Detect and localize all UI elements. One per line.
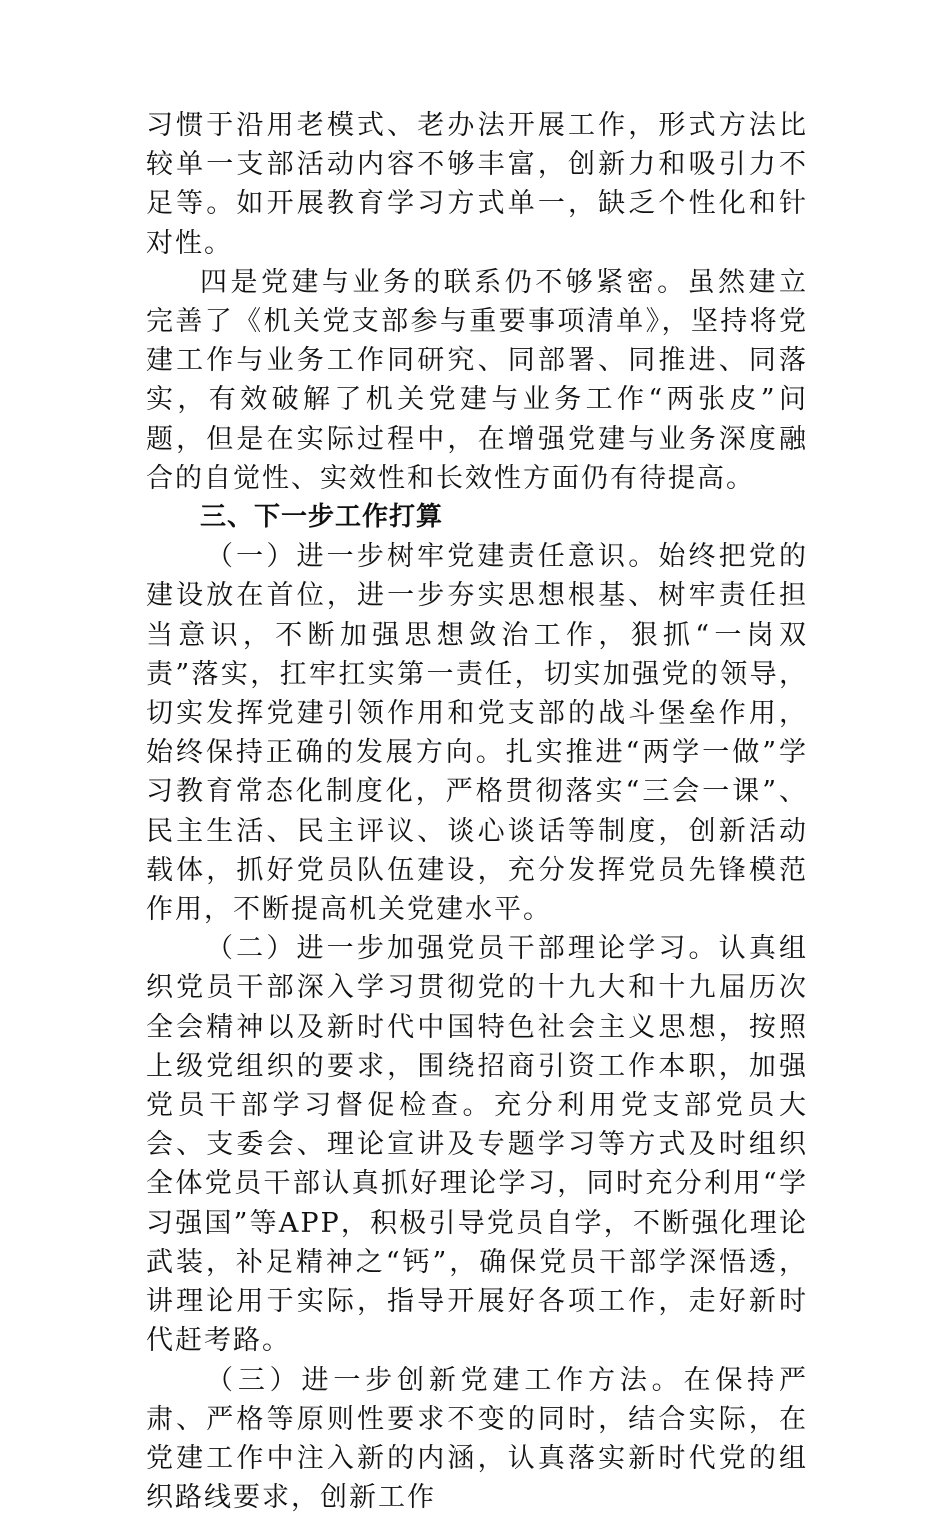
- paragraph-continuation: 习惯于沿用老模式、老办法开展工作，形式方法比较单一支部活动内容不够丰富，创新力和吸引力不足等。如开展教育学习方式单一，缺乏个性化和针对性。: [146, 106, 808, 263]
- document-body: [146, 106, 808, 1517]
- paragraph-plan-three: （三）进一步创新党建工作方法。在保持严肃、严格等原则性要求不变的同时，结合实际，在党建工作中注入新的内涵，认真落实新时代党的组织路线要求，创新工作: [146, 1361, 808, 1517]
- paragraph-plan-one: （一）进一步树牢党建责任意识。始终把党的建设放在首位，进一步夯实思想根基、树牢责任担当意识，不断加强思想敛治工作，狠抓“一岗双责”落实，扛牢扛实第一责任，切实加强党的领导，切实发挥党建引领作用和党支部的战斗堡垒作用，始终保持正确的发展方向。扎实推进“两学一做”学习教育常态化制度化，严格贯彻落实“三会一课”、民主生活、民主评议、谈心谈话等制度，创新活动载体，抓好党员队伍建设，充分发挥党员先锋模范作用，不断提高机关党建水平。: [146, 537, 808, 929]
- paragraph-plan-two: （二）进一步加强党员干部理论学习。认真组织党员干部深入学习贯彻党的十九大和十九届历次全会精神以及新时代中国特色社会主义思想，按照上级党组织的要求，围绕招商引资工作本职，加强党员干部学习督促检查。充分利用党支部党员大会、支委会、理论宣讲及专题学习等方式及时组织全体党员干部认真抓好理论学习，同时充分利用“学习强国”等APP，积极引导党员自学，不断强化理论武装，补足精神之“钙”，确保党员干部学深悟透，讲理论用于实际，指导开展好各项工作，走好新时代赶考路。: [146, 929, 808, 1360]
- section-heading-next-steps: 三、下一步工作打算: [146, 498, 808, 537]
- paragraph-issue-four: 四是党建与业务的联系仍不够紧密。虽然建立完善了《机关党支部参与重要事项清单》，坚持将党建工作与业务工作同研究、同部署、同推进、同落实，有效破解了机关党建与业务工作“两张皮”问题，但是在实际过程中，在增强党建与业务深度融合的自觉性、实效性和长效性方面仍有待提高。: [146, 263, 808, 498]
